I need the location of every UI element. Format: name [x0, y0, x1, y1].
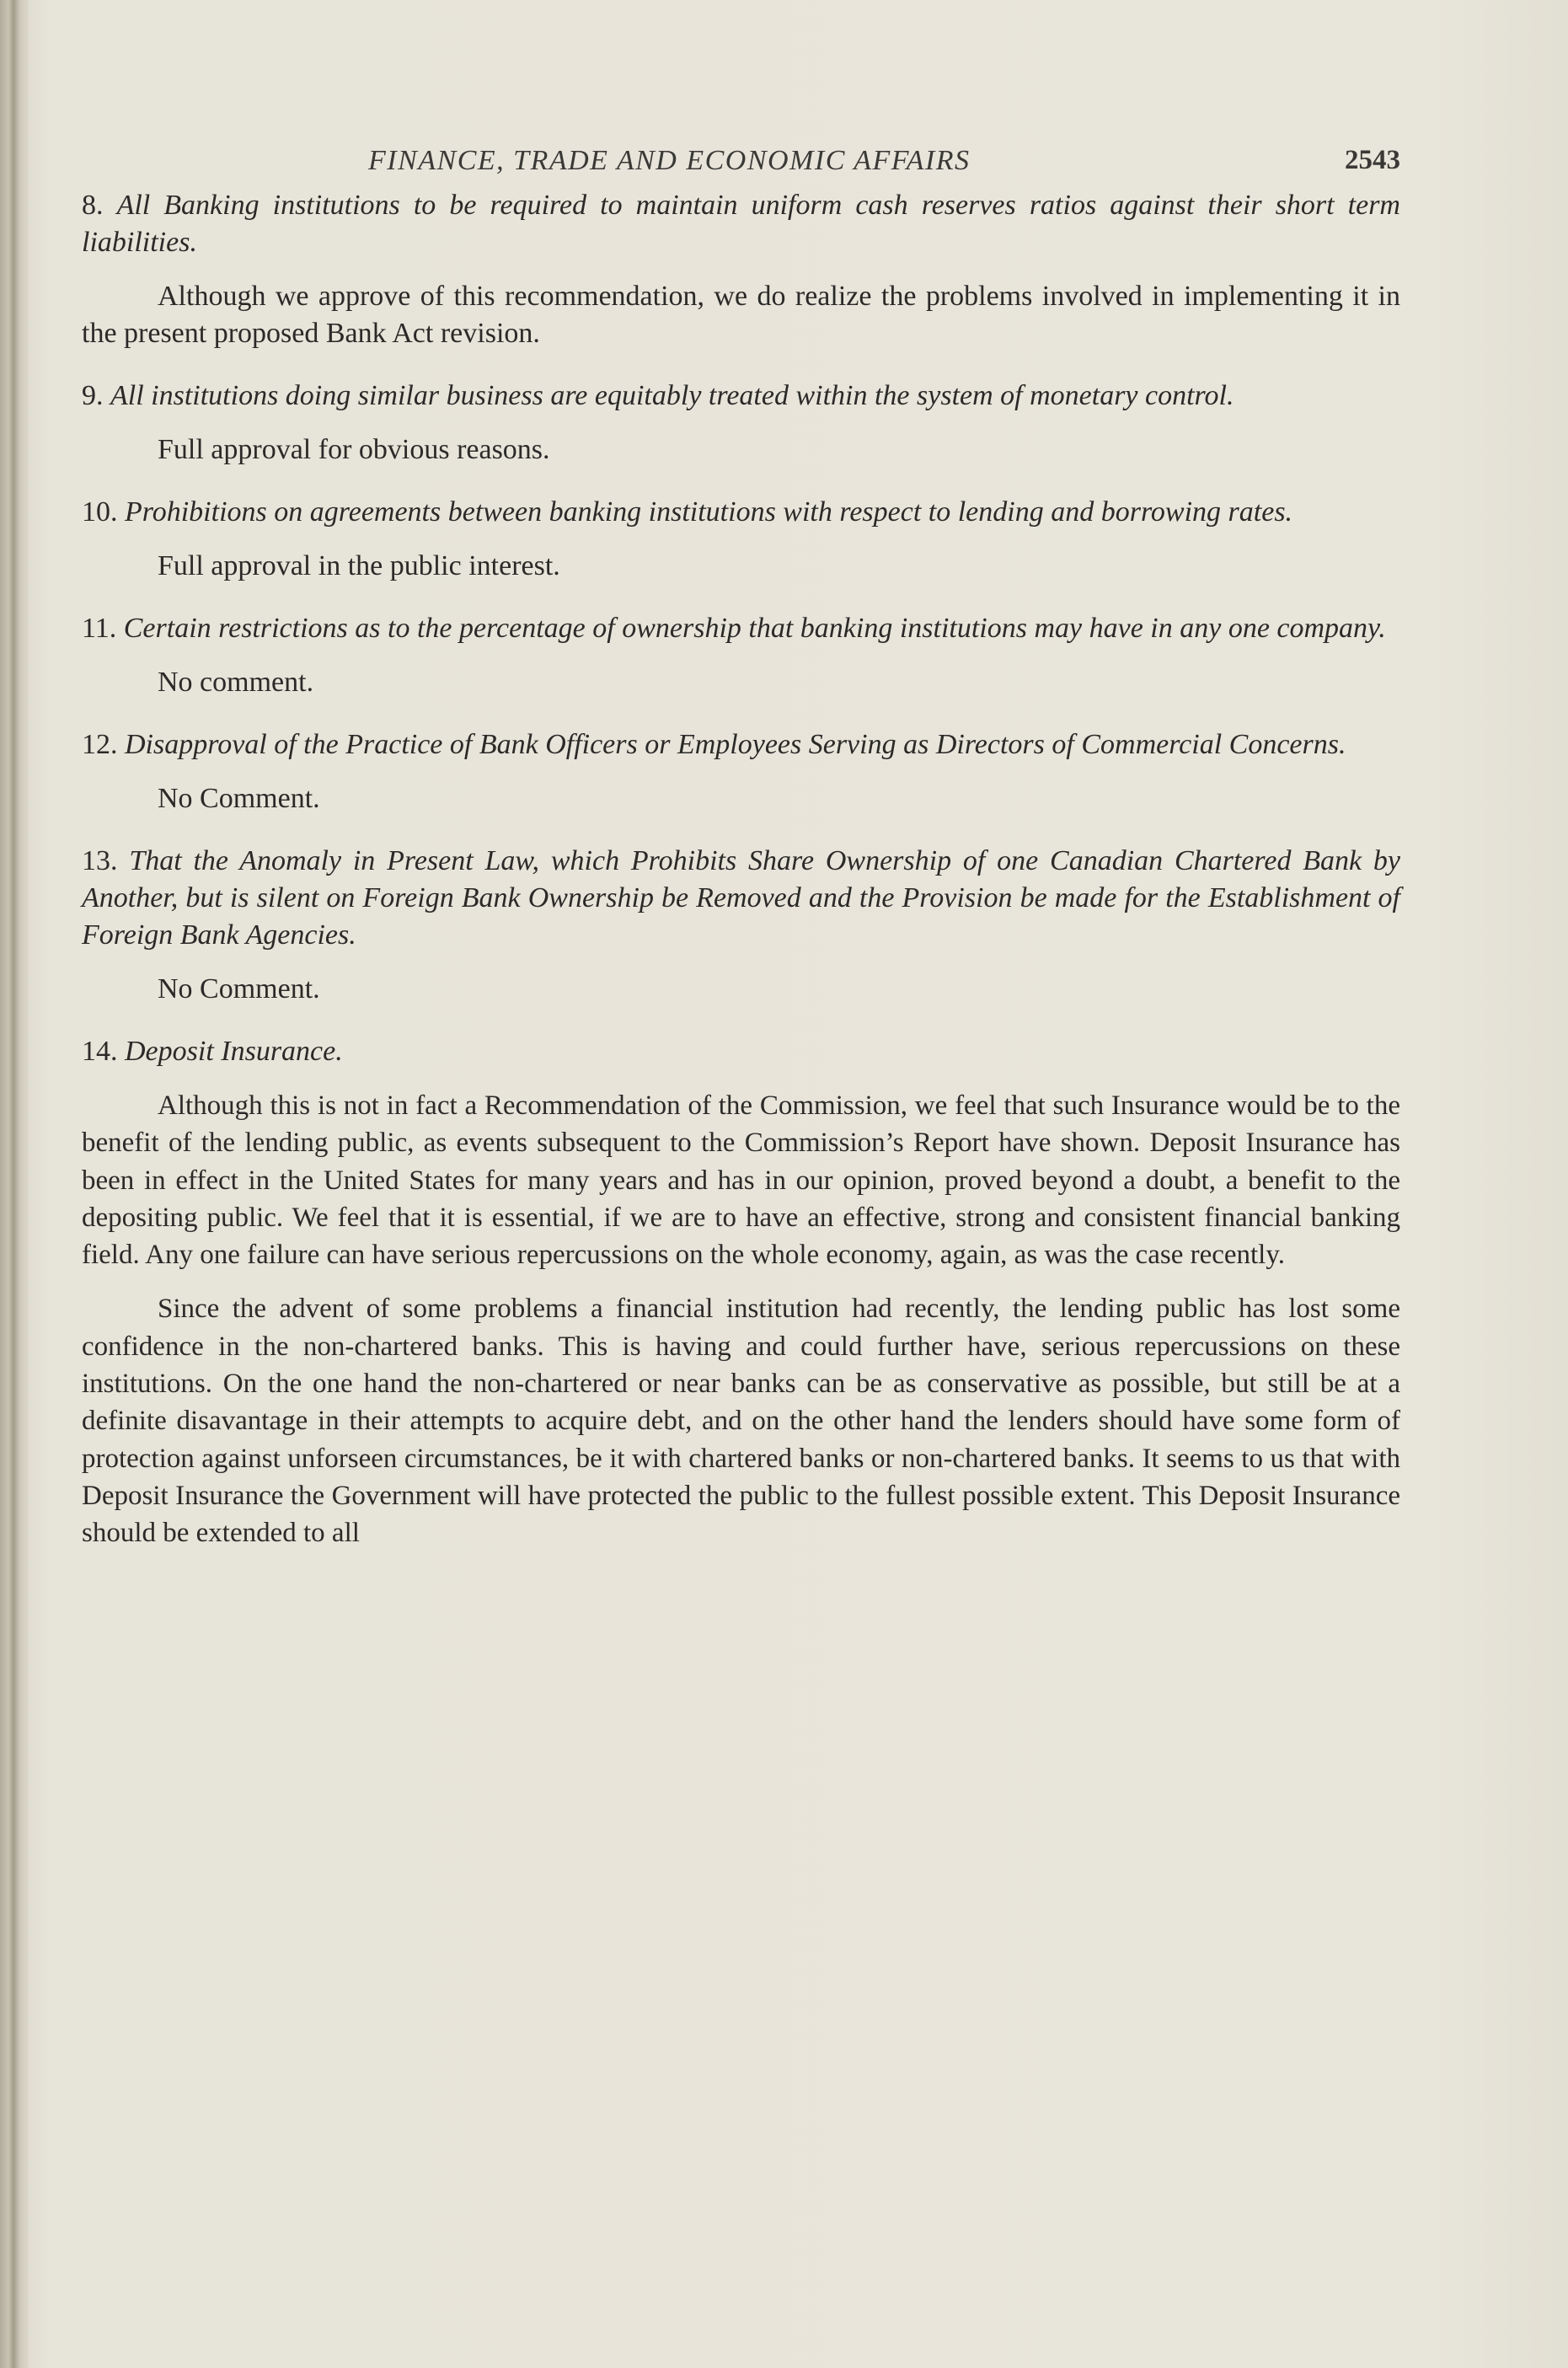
recommendation-item-14	[82, 1033, 1400, 1552]
recommendation-text: 9. All institutions doing similar business are equitably treated within the system of monetary control.	[82, 380, 1234, 411]
recommendation-item-9	[82, 378, 1400, 469]
response-text: Full approval in the public interest.	[158, 550, 560, 581]
recommendation-item-11	[82, 610, 1400, 701]
page-header	[82, 137, 1400, 187]
recommendation-item-13	[82, 843, 1400, 1008]
recommendation-text: 10. Prohibitions on agreements between banking institutions with respect to lending and borrowing rates.	[82, 496, 1293, 528]
page-number: 2543	[1345, 145, 1400, 175]
recommendation-item-10	[82, 494, 1400, 585]
book-binding	[0, 0, 29, 2368]
response-text: No Comment.	[158, 973, 320, 1005]
recommendation-text: 12. Disapproval of the Practice of Bank Officers or Employees Serving as Directors of Commercial Concerns.	[82, 729, 1346, 760]
recommendation-text: 8. All Banking institutions to be required to maintain uniform cash reserves ratios against their short term liabilities.	[82, 190, 1400, 258]
page-content	[82, 137, 1400, 1552]
response-text: No Comment.	[158, 783, 320, 814]
response-text: Although we approve of this recommendation, we do realize the problems involved in implementing it in the present proposed Bank Act revision.	[82, 281, 1400, 349]
body-paragraph: Although this is not in fact a Recommendation of the Commission, we feel that such Insurance would be to the benefit of the lending public, as events subsequent to the Commission’s Report have shown. Deposit Insurance has been in effect in the United States for many years and has in our opinion, proved beyond a doubt, a benefit to the depositing public. We feel that it is essential, if we are to have an effective, strong and consistent financial banking field. Any one failure can have serious repercussions on the whole economy, again, as was the case recently.	[82, 1090, 1400, 1271]
body-paragraph: Since the advent of some problems a financial institution had recently, the lending public has lost some confidence in the non-chartered banks. This is having and could further have, serious repercussions on these institutions. On the one hand the non-chartered or near banks can be as conservative as possible, but still be at a definite disavantage in their attempts to acquire debt, and on the other hand the lenders should have some form of protection against unforseen circumstances, be it with chartered banks or non-chartered banks. It seems to us that with Deposit Insurance the Government will have protected the public to the fullest possible extent. This Deposit Insurance should be extended to all	[82, 1294, 1400, 1549]
recommendation-text: 13. That the Anomaly in Present Law, which Prohibits Share Ownership of one Canadian Chartered Bank by Another, but is silent on Foreign Bank Ownership be Removed and the Provision be made for the Establishment of Foreign Bank Agencies.	[82, 845, 1401, 951]
running-head: FINANCE, TRADE AND ECONOMIC AFFAIRS	[368, 145, 971, 176]
response-text: Full approval for obvious reasons.	[158, 434, 550, 465]
recommendation-text: 14. Deposit Insurance.	[82, 1036, 343, 1067]
recommendation-text: 11. Certain restrictions as to the percentage of ownership that banking institutions may have in any one company.	[82, 613, 1386, 644]
recommendation-item-12	[82, 726, 1400, 817]
response-text: No comment.	[158, 667, 314, 698]
recommendation-item-8	[82, 187, 1400, 352]
